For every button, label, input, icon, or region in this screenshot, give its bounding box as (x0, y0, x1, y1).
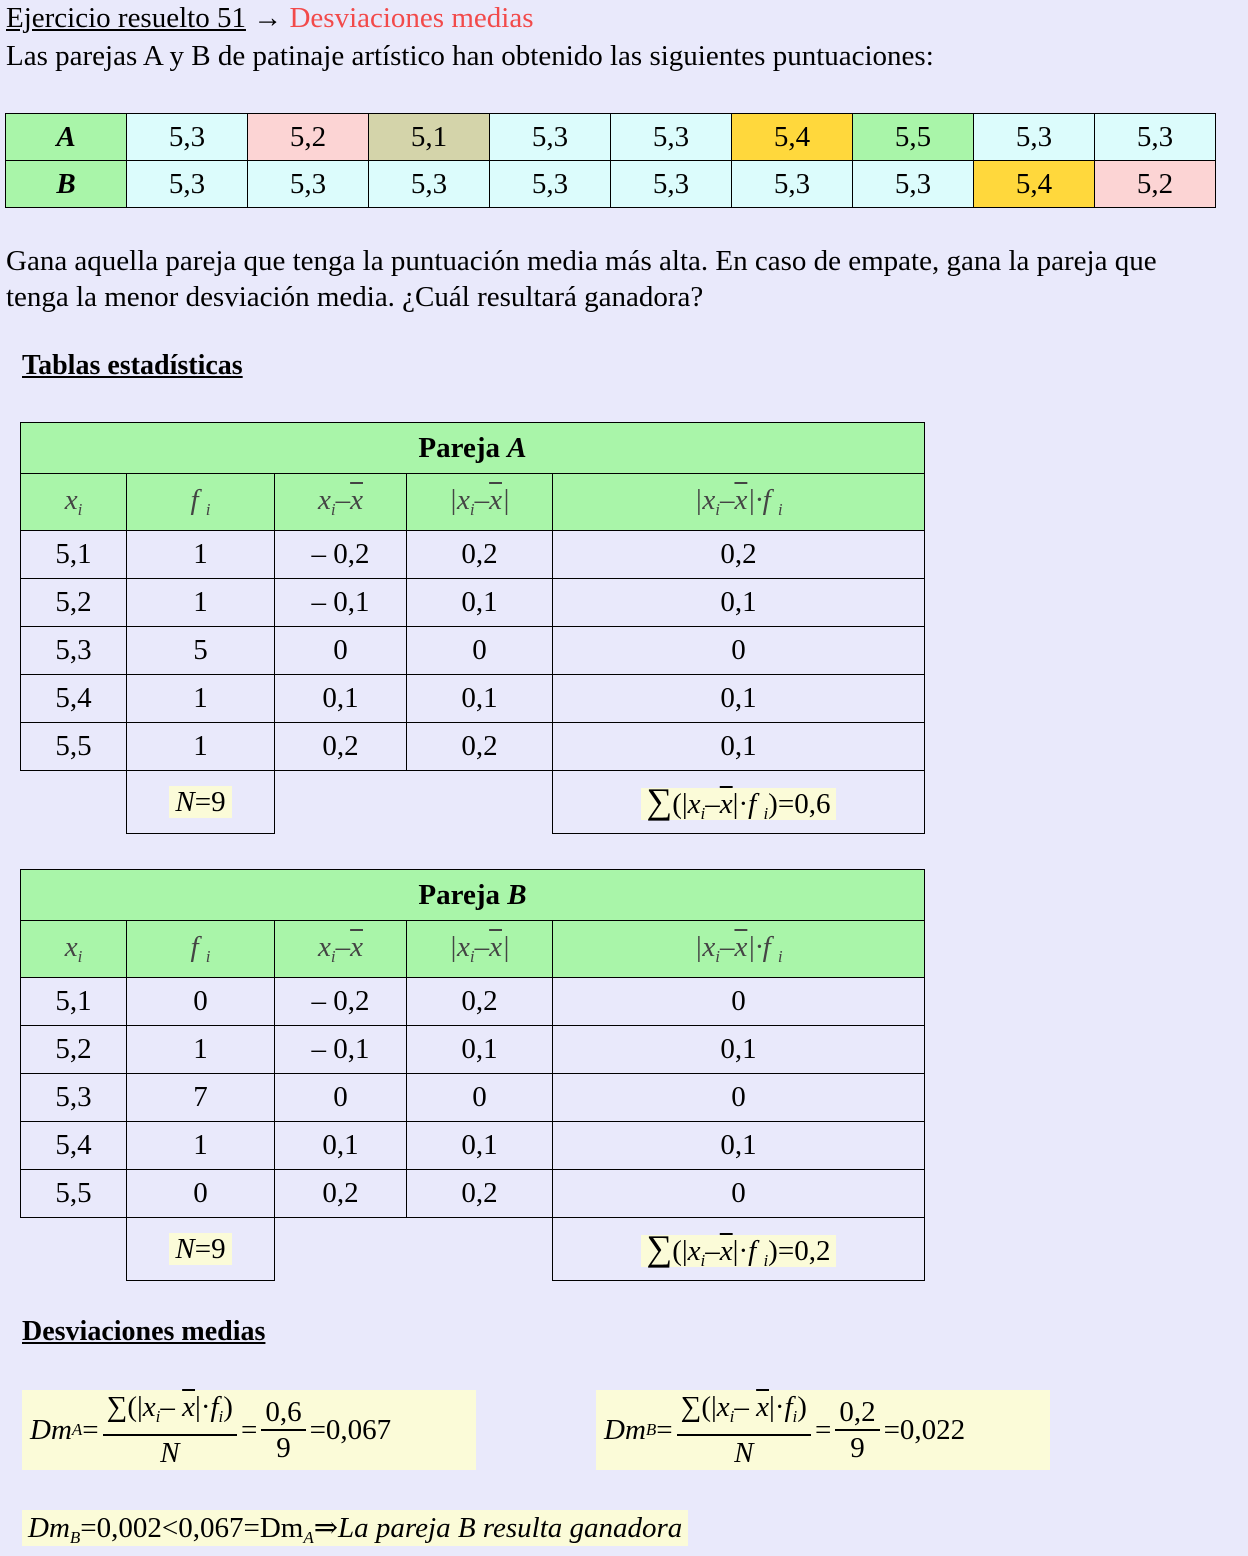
stats-table-b (20, 869, 925, 1281)
table-cell: 5,5 (21, 723, 127, 771)
score-cell: 5,3 (732, 161, 853, 208)
score-cell: 5,3 (974, 114, 1095, 161)
table-cell: 1 (127, 531, 275, 579)
sum-total-cell: $\sum(|x_i-\overline{x}|\cdot f$ $_i$)=0,6 (553, 771, 925, 834)
question-line-1: Gana aquella pareja que tenga la puntuación media más alta. En caso de empate, gana la pareja que (6, 245, 1157, 277)
table-cell: 0 (127, 1170, 275, 1218)
col-header-dev: $x_i-\overline{x}$ (275, 921, 407, 978)
table-cell: 0,2 (275, 1170, 407, 1218)
formula-b-lhs: Dm (604, 1413, 646, 1446)
table-cell: 5,2 (21, 579, 127, 627)
table-cell: 0,1 (407, 579, 553, 627)
table-row (21, 531, 925, 579)
col-header-absdev: $|x_i-\overline{x}|$ (407, 474, 553, 531)
score-cell: 5,3 (248, 161, 369, 208)
score-cell: 5,2 (1095, 161, 1216, 208)
table-cell: 0,1 (407, 675, 553, 723)
n-total: =9 (194, 785, 226, 818)
formula-a-sub: A (71, 1420, 83, 1439)
table-cell: 0,2 (553, 531, 925, 579)
col-header-absdev: $|x_i-\overline{x}|$ (407, 921, 553, 978)
table-cell: – 0,1 (275, 1026, 407, 1074)
formula-a-den: 9 (276, 1432, 291, 1464)
score-cell: 5,3 (853, 161, 974, 208)
score-cell: 5,4 (974, 161, 1095, 208)
table-cell: 0,1 (275, 675, 407, 723)
table-cell: 1 (127, 579, 275, 627)
table-cell: 5 (127, 627, 275, 675)
table-cell: 0,2 (275, 723, 407, 771)
table-cell: 0,1 (553, 675, 925, 723)
table-cell: 0 (553, 627, 925, 675)
col-header-dev: $x_i-\overline{x}$ (275, 474, 407, 531)
table-cell: 0,1 (407, 1122, 553, 1170)
table-cell: 0,2 (407, 723, 553, 771)
table-title-prefix: Pareja (418, 431, 508, 464)
intro-text: Las parejas A y B de patinaje artístico han obtenido las siguientes puntuaciones: (6, 40, 934, 72)
formula-b-sub: B (645, 1420, 657, 1439)
scores-row-a (6, 114, 1216, 161)
table-title-var: A (507, 431, 527, 464)
score-cell: 5,4 (732, 114, 853, 161)
score-cell: 5,2 (248, 114, 369, 161)
table-cell: 0,1 (553, 1026, 925, 1074)
table-cell: 0,2 (407, 1170, 553, 1218)
col-header-fi: f $_i$ (127, 921, 275, 978)
empty-cell (275, 771, 553, 834)
score-cell: 5,3 (611, 114, 732, 161)
table-cell: 0 (407, 1074, 553, 1122)
table-cell: 1 (127, 723, 275, 771)
formula-a-result: =0,067 (309, 1413, 392, 1446)
formula-b: Dm B = $\frac{\sum(|x_i- \overline{x}|\cdot f_i)}{N}$ = $\frac{0,2}{9}$ =0,022 (596, 1390, 1050, 1470)
table-title (21, 423, 925, 474)
table-row (21, 627, 925, 675)
table-row (21, 723, 925, 771)
table-cell: 0,2 (407, 531, 553, 579)
question-line-2: tenga la menor desviación media. ¿Cuál resultará ganadora? (6, 281, 704, 313)
table-cell: 0 (127, 978, 275, 1026)
col-header-xi: $x_i$ (21, 921, 127, 978)
scores-row-label: B (6, 161, 127, 208)
scores-row-b (6, 161, 1216, 208)
exercise-header (6, 2, 533, 35)
table-cell: 0,1 (553, 579, 925, 627)
section-title-tables: Tablas estadísticas (22, 350, 243, 381)
table-cell: 0 (407, 627, 553, 675)
formula-a-num: 0,6 (261, 1395, 305, 1431)
col-header-fi: f $_i$ (127, 474, 275, 531)
score-cell: 5,3 (1095, 114, 1216, 161)
table-cell: 5,2 (21, 1026, 127, 1074)
stats-table-a (20, 422, 925, 834)
table-cell: 0,1 (553, 723, 925, 771)
table-cell: 0 (553, 978, 925, 1026)
n-total-cell: N=9 (127, 1218, 275, 1281)
table-cell: 0,1 (275, 1122, 407, 1170)
table-row (21, 579, 925, 627)
table-row (21, 1170, 925, 1218)
table-cell: 0 (553, 1170, 925, 1218)
table-title (21, 870, 925, 921)
scores-row-label: A (6, 114, 127, 161)
score-cell: 5,3 (490, 114, 611, 161)
topic-link[interactable]: Desviaciones medias (289, 2, 534, 34)
table-cell: 0,1 (553, 1122, 925, 1170)
conclusion-sub-b: B (69, 1528, 81, 1547)
score-cell: 5,5 (853, 114, 974, 161)
col-header-product: $|x_i-\overline{x}|\cdot f$ $_i$ (553, 921, 925, 978)
table-cell: 0 (275, 627, 407, 675)
table-cell: 5,4 (21, 675, 127, 723)
score-cell: 5,3 (369, 161, 490, 208)
formula-a-lhs: Dm (30, 1413, 72, 1446)
table-cell: – 0,2 (275, 978, 407, 1026)
empty-cell (21, 771, 127, 834)
exercise-link[interactable]: Ejercicio resuelto 51 (6, 2, 246, 34)
table-title-prefix: Pareja (418, 878, 508, 911)
table-cell: 5,4 (21, 1122, 127, 1170)
table-cell: 0,1 (407, 1026, 553, 1074)
table-row (21, 1074, 925, 1122)
conclusion (22, 1510, 688, 1546)
sum-total-cell: $\sum(|x_i-\overline{x}|\cdot f$ $_i$)=0,2 (553, 1218, 925, 1281)
n-total-cell: N=9 (127, 771, 275, 834)
score-cell: 5,3 (127, 161, 248, 208)
table-cell: 5,3 (21, 627, 127, 675)
n-total: =9 (194, 1232, 226, 1265)
section-title-deviations: Desviaciones medias (22, 1316, 266, 1347)
table-cell: 5,1 (21, 978, 127, 1026)
empty-cell (275, 1218, 553, 1281)
scores-table (5, 113, 1216, 208)
col-header-product: $|x_i-\overline{x}|\cdot f$ $_i$ (553, 474, 925, 531)
conclusion-compare: =0,002<0,067=Dm (80, 1512, 304, 1544)
table-row (21, 978, 925, 1026)
score-cell: 5,3 (127, 114, 248, 161)
arrow-icon: → (253, 2, 283, 34)
sum-total: =0,6 (777, 788, 831, 820)
formula-a: Dm A = $\frac{\sum(|x_i- \overline{x}|\cdot f_i)}{N}$ = $\frac{0,6}{9}$ =0,067 (22, 1390, 476, 1470)
formula-b-den: 9 (850, 1432, 865, 1464)
conclusion-sub-a: A (303, 1528, 314, 1547)
table-row (21, 1026, 925, 1074)
formula-b-num: 0,2 (835, 1395, 879, 1431)
conclusion-result: ⇒La pareja B resulta ganadora (313, 1512, 683, 1544)
table-cell: 0,2 (407, 978, 553, 1026)
table-row (21, 675, 925, 723)
table-cell: 1 (127, 1026, 275, 1074)
table-cell: – 0,1 (275, 579, 407, 627)
table-cell: 1 (127, 675, 275, 723)
table-cell: 0 (275, 1074, 407, 1122)
score-cell: 5,3 (611, 161, 732, 208)
empty-cell (21, 1218, 127, 1281)
table-cell: – 0,2 (275, 531, 407, 579)
col-header-xi: $x_i$ (21, 474, 127, 531)
table-row (21, 1122, 925, 1170)
table-cell: 0 (553, 1074, 925, 1122)
table-cell: 5,3 (21, 1074, 127, 1122)
table-cell: 5,5 (21, 1170, 127, 1218)
table-cell: 7 (127, 1074, 275, 1122)
score-cell: 5,3 (490, 161, 611, 208)
formula-b-result: =0,022 (883, 1413, 966, 1446)
table-cell: 5,1 (21, 531, 127, 579)
sum-total: =0,2 (777, 1235, 831, 1267)
score-cell: 5,1 (369, 114, 490, 161)
table-title-var: B (507, 878, 527, 911)
conclusion-dmb: Dm (28, 1512, 70, 1544)
table-cell: 1 (127, 1122, 275, 1170)
